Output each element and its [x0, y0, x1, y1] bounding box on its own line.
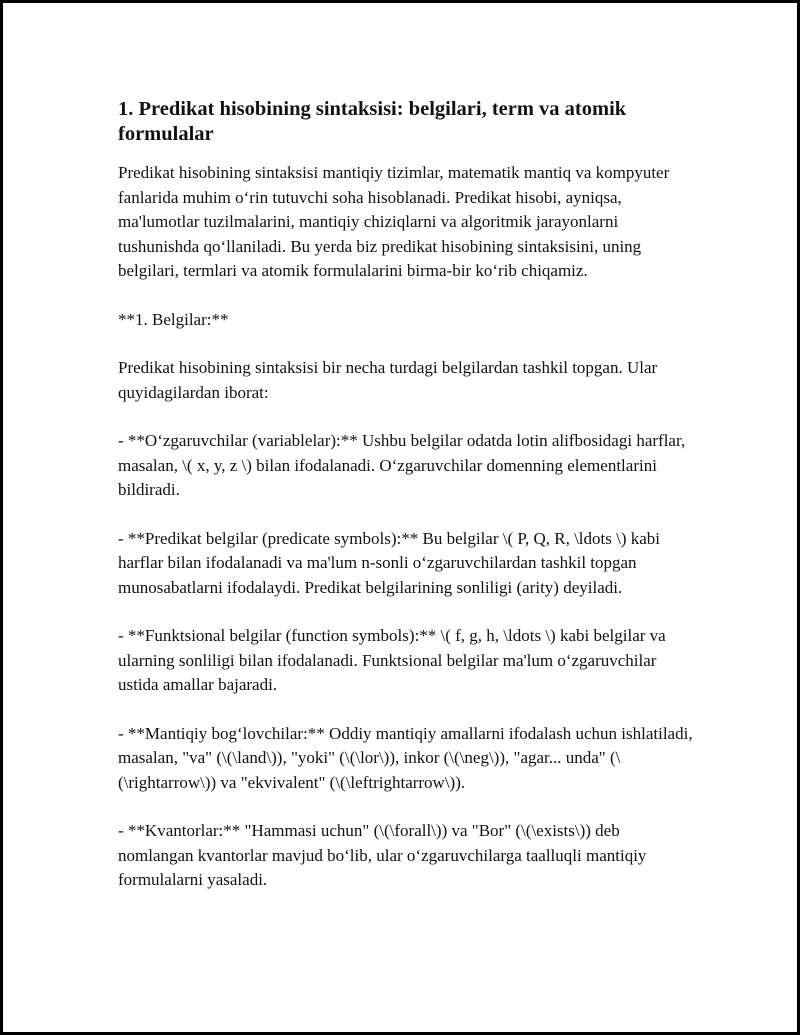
document-body: [118, 97, 698, 917]
list-item-function-symbols: - **Funktsional belgilar (function symbols):** \( f, g, h, \ldots \) kabi belgilar va ularning sonliligi bilan ifodalanadi. Funktsional belgilar ma'lum o‘zgaruvchilar ustida amallar bajaradi.: [118, 626, 666, 694]
document-title: 1. Predikat hisobining sintaksisi: belgilari, term va atomik formulalar: [118, 98, 627, 145]
list-item-predicate-symbols: - **Predikat belgilar (predicate symbols):** Bu belgilar \( P, Q, R, \ldots \) kabi harflar bilan ifodalanadi va ma'lum n-sonli o‘zgaruvchilardan tashkil topgan munosabatlarni ifodalaydi. Predikat belgilarining sonliligi (arity) deyiladi.: [118, 528, 661, 597]
list-item-quantifiers: - **Kvantorlar:** "Hammasi uchun" (\(\forall\)) va "Bor" (\(\exists\)) deb nomlangan kvantorlar mavjud bo‘lib, ular o‘zgaruvchilarga taalluqli mantiqiy formulalarni yasaladi.: [118, 821, 647, 889]
intro-paragraph: Predikat hisobining sintaksisi mantiqiy tizimlar, matematik mantiq va kompyuter fanlarida muhim o‘rin tutuvchi soha hisoblanadi. Predikat hisobi, ayniqsa, ma'lumotlar tuzilmalarini, mantiqiy chiziqlarni va algoritmik jarayonlarni tushunishda qo‘llaniladi. Bu yerda biz predikat hisobining sintaksisini, uning belgilari, termlari va atomik formulalarini birma-bir ko‘rib chiqamiz.: [118, 163, 670, 280]
section-heading-belgilar: **1. Belgilar:**: [118, 309, 229, 329]
list-item-logical-connectives: - **Mantiqiy bog‘lovchilar:** Oddiy mantiqiy amallarni ifodalash uchun ishlatiladi, masalan, "va" (\(\land\)), "yoki" (\(\lor\)), inkor (\(\neg\)), "agar... unda" (\(\rightarrow\)) va "ekvivalent" (\(\leftrightarrow\)).: [118, 723, 693, 792]
symbols-intro-paragraph: Predikat hisobining sintaksisi bir necha turdagi belgilardan tashkil topgan. Ular quyidagilardan iborat:: [118, 358, 658, 402]
list-item-variables: - **O‘zgaruvchilar (variablelar):** Ushbu belgilar odatda lotin alifbosidagi harflar, masalan, \( x, y, z \) bilan ifodalanadi. O‘zgaruvchilar domenning elementlarini bildiradi.: [118, 431, 686, 499]
